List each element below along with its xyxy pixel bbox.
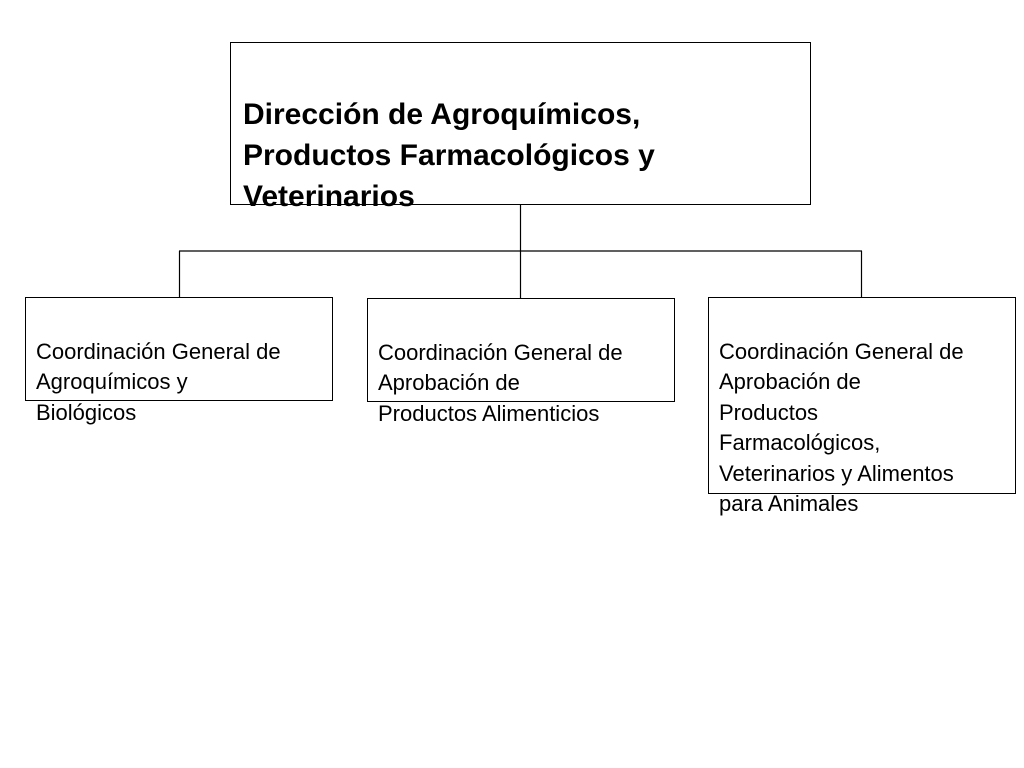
child-label-agroquimicos: Coordinación General de Agroquímicos y Biológicos xyxy=(36,338,281,425)
root-label: Dirección de Agroquímicos, Productos Farmacológicos y Veterinarios xyxy=(243,98,655,213)
child-box-agroquimicos xyxy=(25,297,333,425)
child-label-farmacologicos: Coordinación General de Aprobación de Productos Farmacológicos, Veterinarios y Alimentos para Animales xyxy=(719,338,964,516)
child-box-alimenticios xyxy=(367,298,675,426)
root-box xyxy=(230,42,811,213)
child-label-alimenticios: Coordinación General de Aprobación de Productos Alimenticios xyxy=(378,339,623,426)
child-box-farmacologicos xyxy=(708,297,1016,516)
